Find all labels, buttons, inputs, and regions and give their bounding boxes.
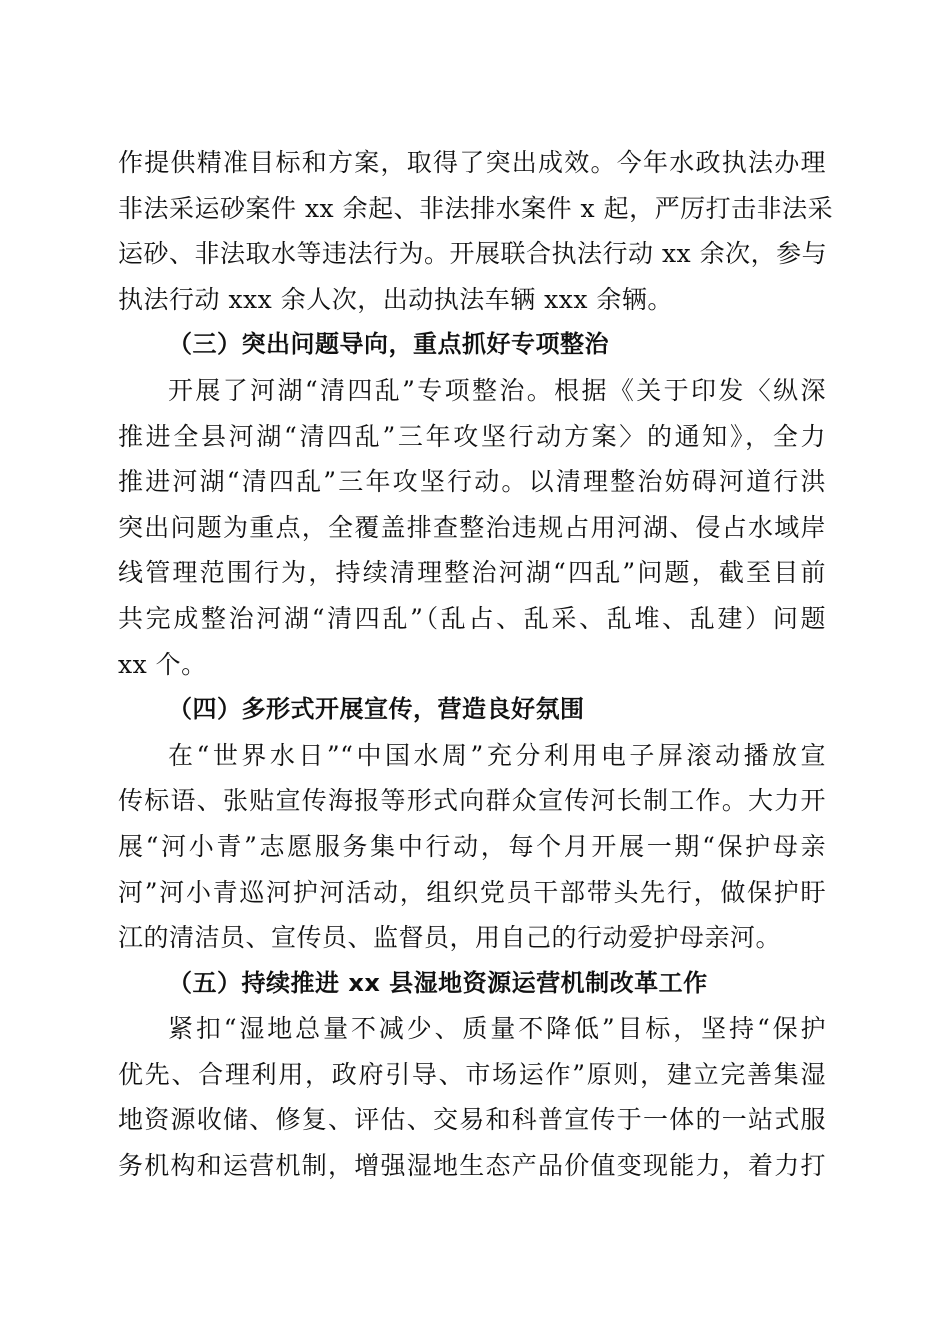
paragraph-line: 传标语、张贴宣传海报等形式向群众宣传河长制工作。大力开 [118,786,826,816]
paragraph-line: xx 个。 [118,649,207,679]
paragraph-line: 江的清洁员、宣传员、监督员，用自己的行动爱护母亲河。 [118,923,782,953]
paragraph-line: 非法采运砂案件 xx 余起、非法排水案件 x 起，严厉打击非法采 [118,193,834,223]
paragraph-line: 地资源收储、修复、评估、交易和科普宣传于一体的一站式服 [118,1105,826,1135]
paragraph-line: 推进河湖“清四乱”三年攻坚行动。以清理整治妨碍河道行洪 [118,467,826,497]
paragraph-line: 河”河小青巡河护河活动，组织党员干部带头先行，做保护盱 [118,877,826,907]
paragraph-line: 开展了河湖“清四乱”专项整治。根据《关于印发〈纵深 [168,375,826,405]
section-heading-4: （四）多形式开展宣传，营造良好氛围 [168,695,585,724]
section-heading-3: （三）突出问题导向，重点抓好专项整治 [168,330,609,359]
paragraph-line: 作提供精准目标和方案，取得了突出成效。今年水政执法办理 [118,148,826,177]
paragraph-line: 线管理范围行为，持续清理整治河湖“四乱”问题，截至目前 [118,558,826,588]
paragraph-line: 展“河小青”志愿服务集中行动，每个月开展一期“保护母亲 [118,831,826,861]
paragraph-line: 紧扣“湿地总量不减少、质量不降低”目标，坚持“保护 [168,1014,826,1044]
paragraph-publicity [118,733,826,961]
paragraph-line: 突出问题为重点，全覆盖排查整治违规占用河湖、侵占水域岸 [118,512,826,542]
section-heading-5: （五）持续推进 xx 县湿地资源运营机制改革工作 [168,968,708,997]
paragraph-line: 优先、合理利用，政府引导、市场运作”原则，建立完善集湿 [118,1059,826,1089]
paragraph-line: 在“世界水日”“中国水周”充分利用电子屏滚动播放宣 [168,740,826,770]
paragraph-line: 推进全县河湖“清四乱”三年攻坚行动方案〉的通知》，全力 [118,421,826,451]
paragraph-wetland-reform [118,1006,826,1188]
paragraph-line: 共完成整治河湖“清四乱”（乱占、乱采、乱堆、乱建）问题 [118,603,826,633]
paragraph-law-enforcement [118,140,834,322]
document-body [118,140,834,1189]
paragraph-special-rectification [118,368,826,687]
paragraph-line: 务机构和运营机制，增强湿地生态产品价值变现能力，着力打 [118,1151,826,1181]
paragraph-line: 运砂、非法取水等违法行为。开展联合执法行动 xx 余次，参与 [118,239,828,269]
paragraph-line: 执法行动 xxx 余人次，出动执法车辆 xxx 余辆。 [118,284,673,314]
